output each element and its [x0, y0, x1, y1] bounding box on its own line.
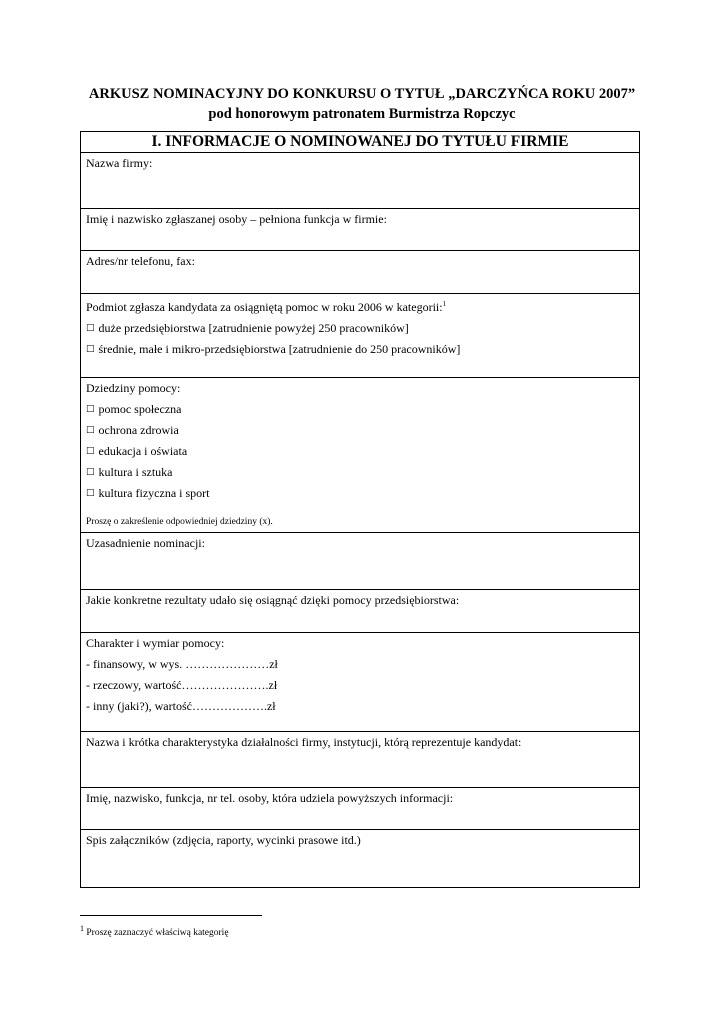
help-material-line[interactable]: - rzeczowy, wartość………………….zł — [86, 678, 278, 692]
checkbox-icon[interactable]: □ — [86, 344, 95, 354]
footnote-text: Proszę zaznaczyć właściwą kategorię — [86, 928, 229, 939]
justification-label: Uzasadnienie nominacji: — [86, 536, 205, 550]
field-option-sport-label: kultura fizyczna i sport — [98, 486, 210, 500]
category-option-small[interactable] — [86, 342, 634, 356]
checkbox-icon[interactable]: □ — [86, 446, 95, 456]
checkbox-icon[interactable]: □ — [86, 323, 95, 333]
contact-label: Imię, nazwisko, funkcja, nr tel. osoby, która udziela powyższych informacji: — [86, 791, 454, 805]
contact-field[interactable] — [81, 788, 639, 830]
category-label: Podmiot zgłasza kandydata za osiągniętą pomoc w roku 2006 w kategorii:$^1$ — [86, 300, 447, 314]
attachments-field[interactable] — [81, 830, 639, 887]
fields-instruction-note: Proszę o zakreślenie odpowiedniej dziedziny (x). — [86, 517, 273, 527]
company-description-field[interactable] — [81, 732, 639, 788]
footnote-number: 1 — [80, 924, 84, 933]
field-option-culture-label: kultura i sztuka — [98, 465, 173, 479]
help-other-line[interactable]: - inny (jaki?), wartość……………….zł — [86, 699, 276, 713]
field-option-social[interactable] — [86, 402, 634, 416]
document-header — [0, 84, 724, 124]
category-option-small-label: średnie, małe i mikro-przedsiębiorstwa [zatrudnienie do 250 pracowników] — [98, 342, 461, 356]
field-option-health-label: ochrona zdrowia — [98, 423, 179, 437]
section-title: I. INFORMACJE O NOMINOWANEJ DO TYTUŁU FIRMIE — [81, 132, 639, 153]
checkbox-icon[interactable]: □ — [86, 488, 95, 498]
company-name-label: Nazwa firmy: — [86, 156, 153, 170]
help-type-label: Charakter i wymiar pomocy: — [86, 636, 225, 650]
category-option-large-label: duże przedsiębiorstwa [zatrudnienie powyżej 250 pracowników] — [98, 321, 409, 335]
checkbox-icon[interactable]: □ — [86, 404, 95, 414]
company-name-field[interactable] — [81, 153, 639, 209]
field-option-sport[interactable] — [86, 486, 634, 500]
checkbox-icon[interactable]: □ — [86, 467, 95, 477]
field-option-education[interactable] — [86, 444, 634, 458]
footnote-divider — [80, 915, 262, 916]
company-description-label: Nazwa i krótka charakterystyka działalności firmy, instytucji, którą reprezentuje kandydat: — [86, 735, 522, 749]
footnote-reference: 1 — [442, 300, 447, 308]
attachments-label: Spis załączników (zdjęcia, raporty, wycinki prasowe itd.) — [86, 833, 361, 847]
justification-field[interactable] — [81, 533, 639, 590]
field-option-social-label: pomoc społeczna — [98, 402, 182, 416]
fields-of-help — [81, 378, 639, 533]
nomination-form — [80, 131, 640, 888]
help-financial-line[interactable]: - finansowy, w wys. …………………zł — [86, 657, 278, 671]
person-label: Imię i nazwisko zgłaszanej osoby – pełniona funkcja w firmie: — [86, 212, 387, 226]
fields-label: Dziedziny pomocy: — [86, 381, 181, 395]
category-option-large[interactable] — [86, 321, 634, 335]
footnote — [80, 924, 229, 938]
person-field[interactable] — [81, 209, 639, 251]
field-option-education-label: edukacja i oświata — [98, 444, 188, 458]
document-title: ARKUSZ NOMINACYJNY DO KONKURSU O TYTUŁ „DARCZYŃCA ROKU 2007” — [88, 86, 636, 102]
results-label: Jakie konkretne rezultaty udało się osiągnąć dzięki pomocy przedsiębiorstwa: — [86, 593, 460, 607]
checkbox-icon[interactable]: □ — [86, 425, 95, 435]
field-option-culture[interactable] — [86, 465, 634, 479]
document-subtitle: pod honorowym patronatem Burmistrza Ropczyc — [208, 106, 516, 122]
help-type-field — [81, 633, 639, 732]
address-field[interactable] — [81, 251, 639, 294]
results-field[interactable] — [81, 590, 639, 633]
field-option-health[interactable] — [86, 423, 634, 437]
address-label: Adres/nr telefonu, fax: — [86, 254, 195, 268]
category-field — [81, 294, 639, 378]
